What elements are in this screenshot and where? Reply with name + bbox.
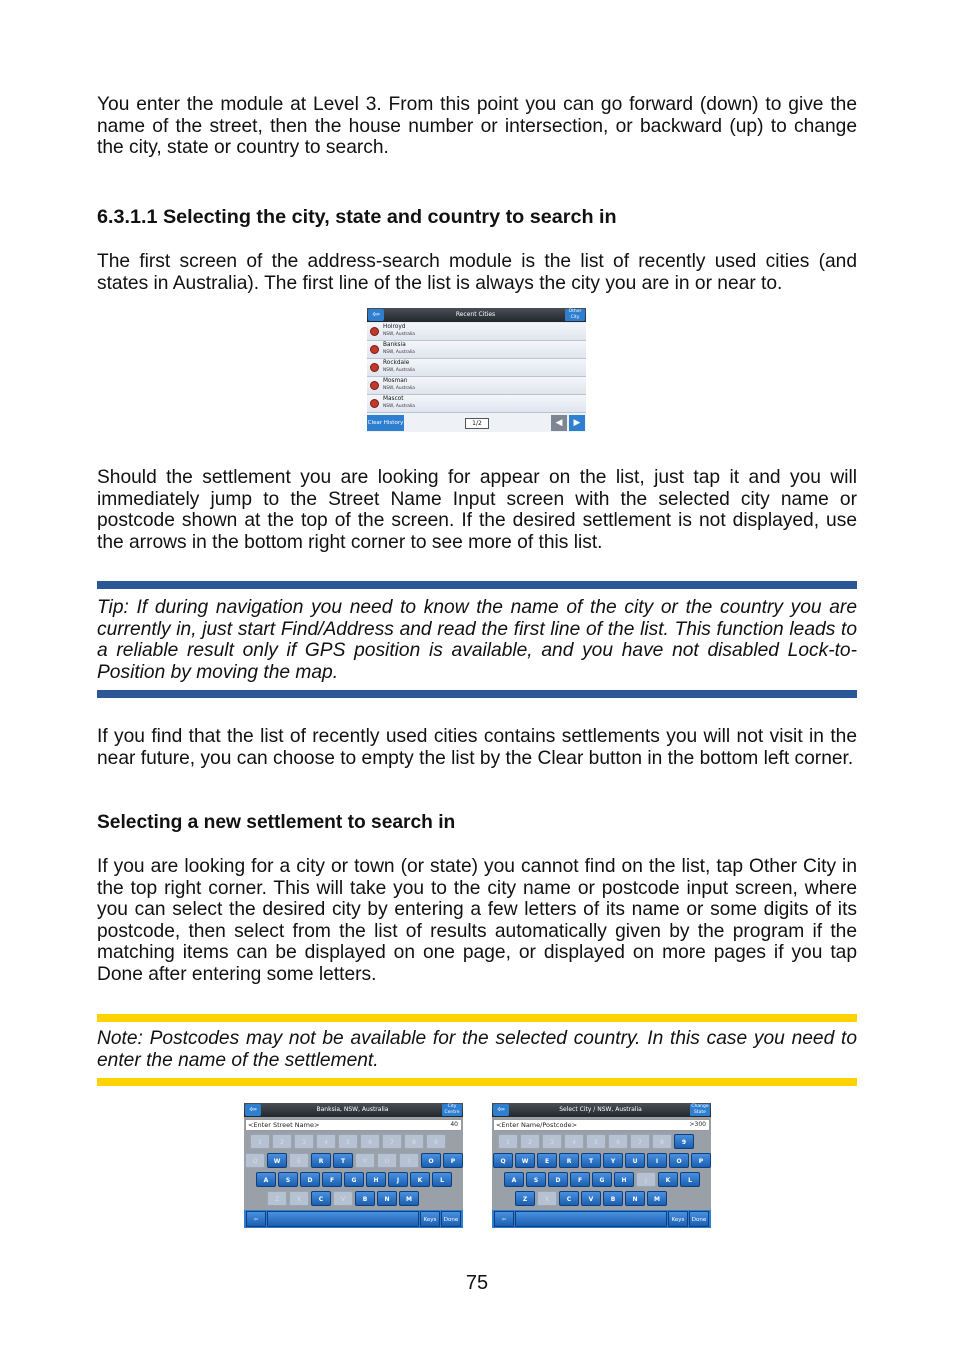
- city-pin-icon: [370, 327, 379, 336]
- city-placeholder: <Enter Name/Postcode>: [496, 1121, 578, 1129]
- key-q[interactable]: Q: [493, 1153, 513, 1168]
- key-u: U: [377, 1153, 397, 1168]
- back-button[interactable]: ⇦: [493, 1104, 509, 1116]
- key-1: 1: [250, 1134, 270, 1149]
- tip-text: Tip: If during navigation you need to know the name of the city or the country you are currently in, just start Find/Address and read the first line of the list. This function leads to a reliable result only if GPS position is available, and you have not disabled Lock-to-Position by moving the map.: [97, 597, 857, 683]
- result-count: 40: [450, 1121, 458, 1128]
- key-b[interactable]: B: [603, 1191, 623, 1206]
- key-e: E: [289, 1153, 309, 1168]
- page-number: 75: [465, 1272, 489, 1294]
- key-z: Z: [267, 1191, 287, 1206]
- backspace-button[interactable]: ⇦: [494, 1211, 514, 1227]
- key-8: 8: [652, 1134, 672, 1149]
- city-region: NSW, Australia: [383, 368, 415, 373]
- key-x: X: [537, 1191, 557, 1206]
- key-i: I: [399, 1153, 419, 1168]
- screen-title: Recent Cities: [455, 311, 496, 318]
- city-pin-icon: [370, 381, 379, 390]
- note-bottom-bar: [97, 1078, 857, 1086]
- note-top-bar: [97, 1014, 857, 1022]
- key-w[interactable]: W: [267, 1153, 287, 1168]
- para-first-screen: The first screen of the address-search module is the list of recently used cities (and states in Australia). The first line of the list is always the city you are in or near to.: [97, 251, 857, 294]
- key-8: 8: [404, 1134, 424, 1149]
- key-z[interactable]: Z: [515, 1191, 535, 1206]
- keys-button[interactable]: Keys: [420, 1211, 440, 1227]
- para-settlement-list: Should the settlement you are looking for appear on the list, just tap it and you will immediately jump to the Street Name Input screen with the selected city name or postcode shown at the top of the screen. If the desired settlement is not displayed, use the arrows in the bottom right corner to see more of this list.: [97, 467, 857, 553]
- key-p[interactable]: P: [443, 1153, 463, 1168]
- key-2: 2: [520, 1134, 540, 1149]
- page-indicator: 1/2: [465, 418, 489, 429]
- city-centre-button[interactable]: City Centre: [442, 1104, 462, 1116]
- key-7: 7: [382, 1134, 402, 1149]
- key-6: 6: [608, 1134, 628, 1149]
- key-j[interactable]: J: [388, 1172, 408, 1187]
- city-list-item[interactable]: [367, 323, 586, 341]
- done-button[interactable]: Done: [689, 1211, 709, 1227]
- keyboard-bottom-bar: [492, 1210, 711, 1228]
- key-e[interactable]: E: [537, 1153, 557, 1168]
- result-count: >300: [689, 1121, 706, 1128]
- back-button[interactable]: ⇦: [245, 1104, 261, 1116]
- space-bar[interactable]: [267, 1211, 419, 1227]
- key-i[interactable]: I: [647, 1153, 667, 1168]
- key-5: 5: [586, 1134, 606, 1149]
- key-o[interactable]: O: [421, 1153, 441, 1168]
- note-text: Note: Postcodes may not be available for the selected country. In this case you need to enter the name of the settlement.: [97, 1028, 857, 1071]
- city-name: Banksia: [383, 342, 406, 348]
- key-w[interactable]: W: [515, 1153, 535, 1168]
- key-k[interactable]: K: [658, 1172, 678, 1187]
- key-4: 4: [316, 1134, 336, 1149]
- key-n[interactable]: N: [377, 1191, 397, 1206]
- key-2: 2: [272, 1134, 292, 1149]
- back-button[interactable]: ⇦: [368, 309, 384, 321]
- key-f[interactable]: F: [570, 1172, 590, 1187]
- city-list-item[interactable]: [367, 395, 586, 413]
- key-l[interactable]: L: [432, 1172, 452, 1187]
- next-page-button[interactable]: ▶: [569, 415, 585, 431]
- city-name-screenshot: [492, 1103, 711, 1228]
- key-9: 9: [426, 1134, 446, 1149]
- key-s[interactable]: S: [526, 1172, 546, 1187]
- recent-cities-screenshot: [367, 308, 586, 432]
- tip-top-bar: [97, 581, 857, 589]
- city-list-item[interactable]: [367, 359, 586, 377]
- key-d[interactable]: D: [548, 1172, 568, 1187]
- city-region: NSW, Australia: [383, 350, 415, 355]
- key-t[interactable]: T: [581, 1153, 601, 1168]
- city-pin-icon: [370, 345, 379, 354]
- key-y: Y: [355, 1153, 375, 1168]
- street-name-screenshot: [244, 1103, 463, 1228]
- city-region: NSW, Australia: [383, 386, 415, 391]
- keyboard-bottom-bar: [244, 1210, 463, 1228]
- key-u[interactable]: U: [625, 1153, 645, 1168]
- title-bar: [492, 1103, 711, 1117]
- key-c[interactable]: C: [311, 1191, 331, 1206]
- para-clear-list: If you find that the list of recently used cities contains settlements you will not visit in the near future, you can choose to empty the list by the Clear button in the bottom left corner.: [97, 726, 857, 769]
- key-s[interactable]: S: [278, 1172, 298, 1187]
- key-9[interactable]: 9: [674, 1134, 694, 1149]
- key-a[interactable]: A: [504, 1172, 524, 1187]
- key-p[interactable]: P: [691, 1153, 711, 1168]
- city-list-item[interactable]: [367, 377, 586, 395]
- key-a[interactable]: A: [256, 1172, 276, 1187]
- key-7: 7: [630, 1134, 650, 1149]
- key-r[interactable]: R: [559, 1153, 579, 1168]
- key-h[interactable]: H: [614, 1172, 634, 1187]
- done-button[interactable]: Done: [441, 1211, 461, 1227]
- key-r[interactable]: R: [311, 1153, 331, 1168]
- street-placeholder: <Enter Street Name>: [248, 1121, 320, 1129]
- key-4: 4: [564, 1134, 584, 1149]
- list-footer: [367, 413, 586, 432]
- key-t[interactable]: T: [333, 1153, 353, 1168]
- key-g[interactable]: G: [344, 1172, 364, 1187]
- key-y[interactable]: Y: [603, 1153, 623, 1168]
- prev-page-button[interactable]: ◀: [551, 415, 567, 431]
- city-region: NSW, Australia: [383, 404, 415, 409]
- city-name: Rockdale: [383, 360, 410, 366]
- key-l[interactable]: L: [680, 1172, 700, 1187]
- key-b[interactable]: B: [355, 1191, 375, 1206]
- city-name: Holroyd: [383, 324, 406, 330]
- key-q: Q: [245, 1153, 265, 1168]
- city-name: Mascot: [383, 396, 404, 402]
- city-pin-icon: [370, 399, 379, 408]
- key-6: 6: [360, 1134, 380, 1149]
- city-list-item[interactable]: [367, 341, 586, 359]
- key-5: 5: [338, 1134, 358, 1149]
- intro-paragraph: You enter the module at Level 3. From this point you can go forward (down) to give the name of the street, then the house number or intersection, or backward (up) to change the city, state or country to search.: [97, 94, 857, 159]
- title-bar: [244, 1103, 463, 1117]
- keys-button[interactable]: Keys: [668, 1211, 688, 1227]
- key-k[interactable]: K: [410, 1172, 430, 1187]
- backspace-button[interactable]: ⇦: [246, 1211, 266, 1227]
- key-3: 3: [542, 1134, 562, 1149]
- key-v[interactable]: V: [581, 1191, 601, 1206]
- city-region: NSW, Australia: [383, 332, 415, 337]
- street-input[interactable]: [245, 1119, 462, 1131]
- key-1: 1: [498, 1134, 518, 1149]
- city-input[interactable]: [493, 1119, 710, 1131]
- city-pin-icon: [370, 363, 379, 372]
- title-bar: [367, 308, 586, 322]
- key-n[interactable]: N: [625, 1191, 645, 1206]
- key-h[interactable]: H: [366, 1172, 386, 1187]
- para-new-settlement: If you are looking for a city or town (or state) you cannot find on the list, tap Other City in the top right corner. This will take you to the city name or postcode input screen, where you can select the desired city by entering a few letters of its name or some digits of its postcode, then select from the list of results automatically given by the program if the matching items can be displayed on one page, or displayed on more pages if you tap Done after entering some letters.: [97, 856, 857, 985]
- key-o[interactable]: O: [669, 1153, 689, 1168]
- key-m[interactable]: M: [399, 1191, 419, 1206]
- screen-title: Select City / NSW, Australia: [559, 1106, 642, 1113]
- city-name: Mosman: [383, 378, 408, 384]
- tip-bottom-bar: [97, 690, 857, 698]
- section-heading: 6.3.1.1 Selecting the city, state and country to search in: [97, 206, 617, 228]
- change-state-button[interactable]: Change State: [691, 1104, 709, 1115]
- key-v: V: [333, 1191, 353, 1206]
- subheading: Selecting a new settlement to search in: [97, 812, 456, 833]
- key-j: J: [636, 1172, 656, 1187]
- key-x: X: [289, 1191, 309, 1206]
- key-f[interactable]: F: [322, 1172, 342, 1187]
- other-city-button[interactable]: Other City: [565, 309, 585, 321]
- key-d[interactable]: D: [300, 1172, 320, 1187]
- clear-history-button[interactable]: Clear History: [367, 415, 404, 431]
- screen-title: Banksia, NSW, Australia: [316, 1106, 389, 1113]
- key-g[interactable]: G: [592, 1172, 612, 1187]
- key-c[interactable]: C: [559, 1191, 579, 1206]
- key-3: 3: [294, 1134, 314, 1149]
- key-m[interactable]: M: [647, 1191, 667, 1206]
- space-bar[interactable]: [515, 1211, 667, 1227]
